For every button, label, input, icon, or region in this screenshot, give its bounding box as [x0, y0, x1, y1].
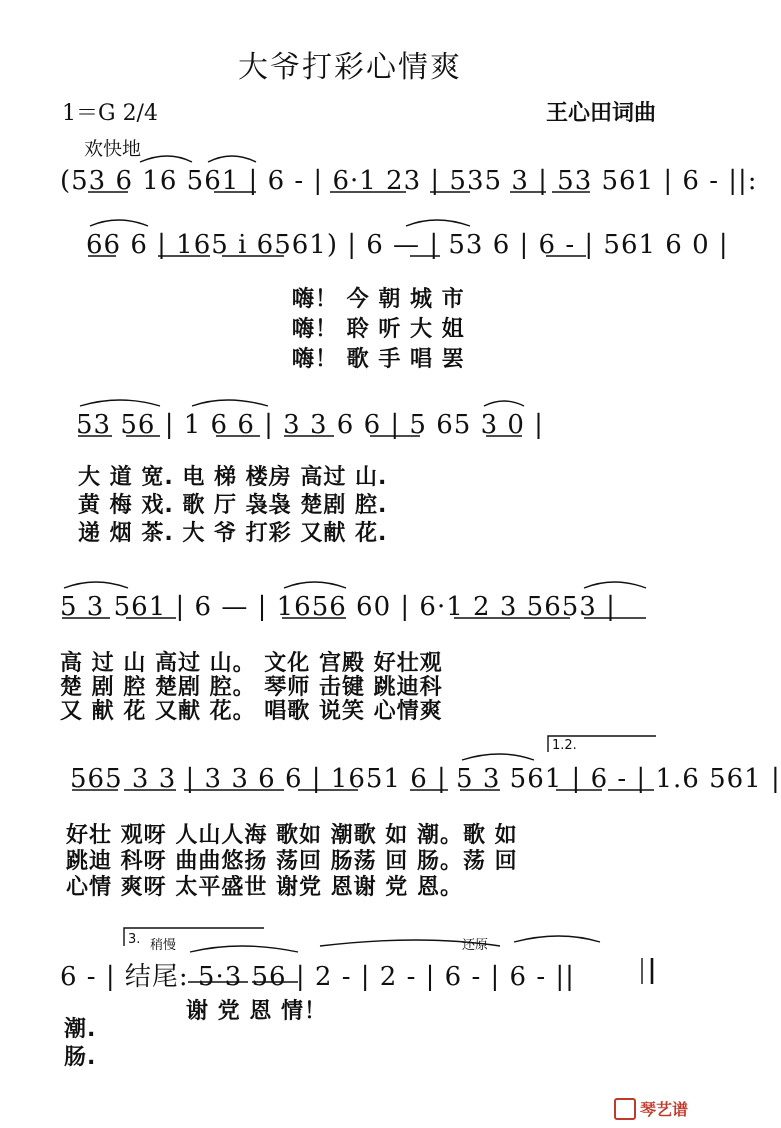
lyric-s1-v1: 嗨！ 今 朝 城 市 [292, 287, 465, 312]
lyric-ending: 谢 党 恩 情！ [186, 999, 327, 1024]
composer-credit: 王心田词曲 [545, 101, 656, 126]
logo-text: 琴艺谱 [639, 1100, 688, 1119]
site-logo [614, 1097, 688, 1120]
tempo-marking: 欢快地 [84, 138, 142, 160]
lyric-s1-v2: 嗨！ 聆 听 大 姐 [292, 317, 465, 342]
notation-row-5: 565 3 3 | 3 3 6 6 | 1651 6 | 5 3 561 | 6 - | 1.6 561 | [70, 764, 781, 794]
lyric-s4-v2: 跳迪 科呀 曲曲悠扬 荡回 肠荡 回 肠。荡 回 [66, 849, 518, 874]
lyric-s2-v2: 黄 梅 戏. 歌 厅 袅袅 楚剧 腔. [78, 493, 388, 518]
lyric-s4-v3: 心情 爽呀 太平盛世 谢党 恩谢 党 恩。 [66, 875, 463, 900]
lyric-s3-v3: 又 献 花 又献 花。 唱歌 说笑 心情爽 [60, 699, 443, 724]
notation-row-3: 53 56 | 1 6 6 | 3 3 6 6 | 5 65 3 0 | [76, 410, 544, 440]
notation-row-6: 6 - | 结尾: 5·3 56 | 2 - | 2 - | 6 - | 6 - || [60, 962, 575, 992]
volta-1-2: 1.2. [552, 738, 577, 753]
lyric-s3-v2: 楚 剧 腔 楚剧 腔。 琴师 击键 跳迪科 [60, 675, 443, 700]
restore-marking: 还原 [462, 938, 489, 953]
slower-marking: 稍慢 [150, 938, 177, 953]
song-title: 大爷打彩心情爽 [238, 50, 462, 85]
key-signature: 1＝G 2/4 [62, 101, 158, 126]
lyric-final-v2: 肠. [64, 1045, 97, 1070]
lyric-s4-v1: 好壮 观呀 人山人海 歌如 潮歌 如 潮。歌 如 [66, 823, 518, 848]
notation-row-1: (53 6 16 561 | 6 - | 6·1 23 | 535 3 | 53 561 | 6 - ||: [60, 166, 758, 196]
lyric-s3-v1: 高 过 山 高过 山。 文化 宫殿 好壮观 [60, 651, 443, 676]
lyric-s2-v1: 大 道 宽. 电 梯 楼房 高过 山. [78, 465, 388, 490]
volta-3: 3. [128, 932, 141, 947]
logo-icon [614, 1098, 636, 1120]
lyric-s2-v3: 递 烟 茶. 大 爷 打彩 又献 花. [78, 521, 388, 546]
notation-row-2: 66 6 | 165 i 6561) | 6 — | 53 6 | 6 - | 561 6 0 | [86, 230, 729, 260]
lyric-final-v1: 潮. [64, 1017, 97, 1042]
notation-row-4: 5 3 561 | 6 — | 1656 60 | 6·1 2 3 5653 | [60, 592, 616, 622]
lyric-s1-v3: 嗨！ 歌 手 唱 罢 [292, 347, 465, 372]
